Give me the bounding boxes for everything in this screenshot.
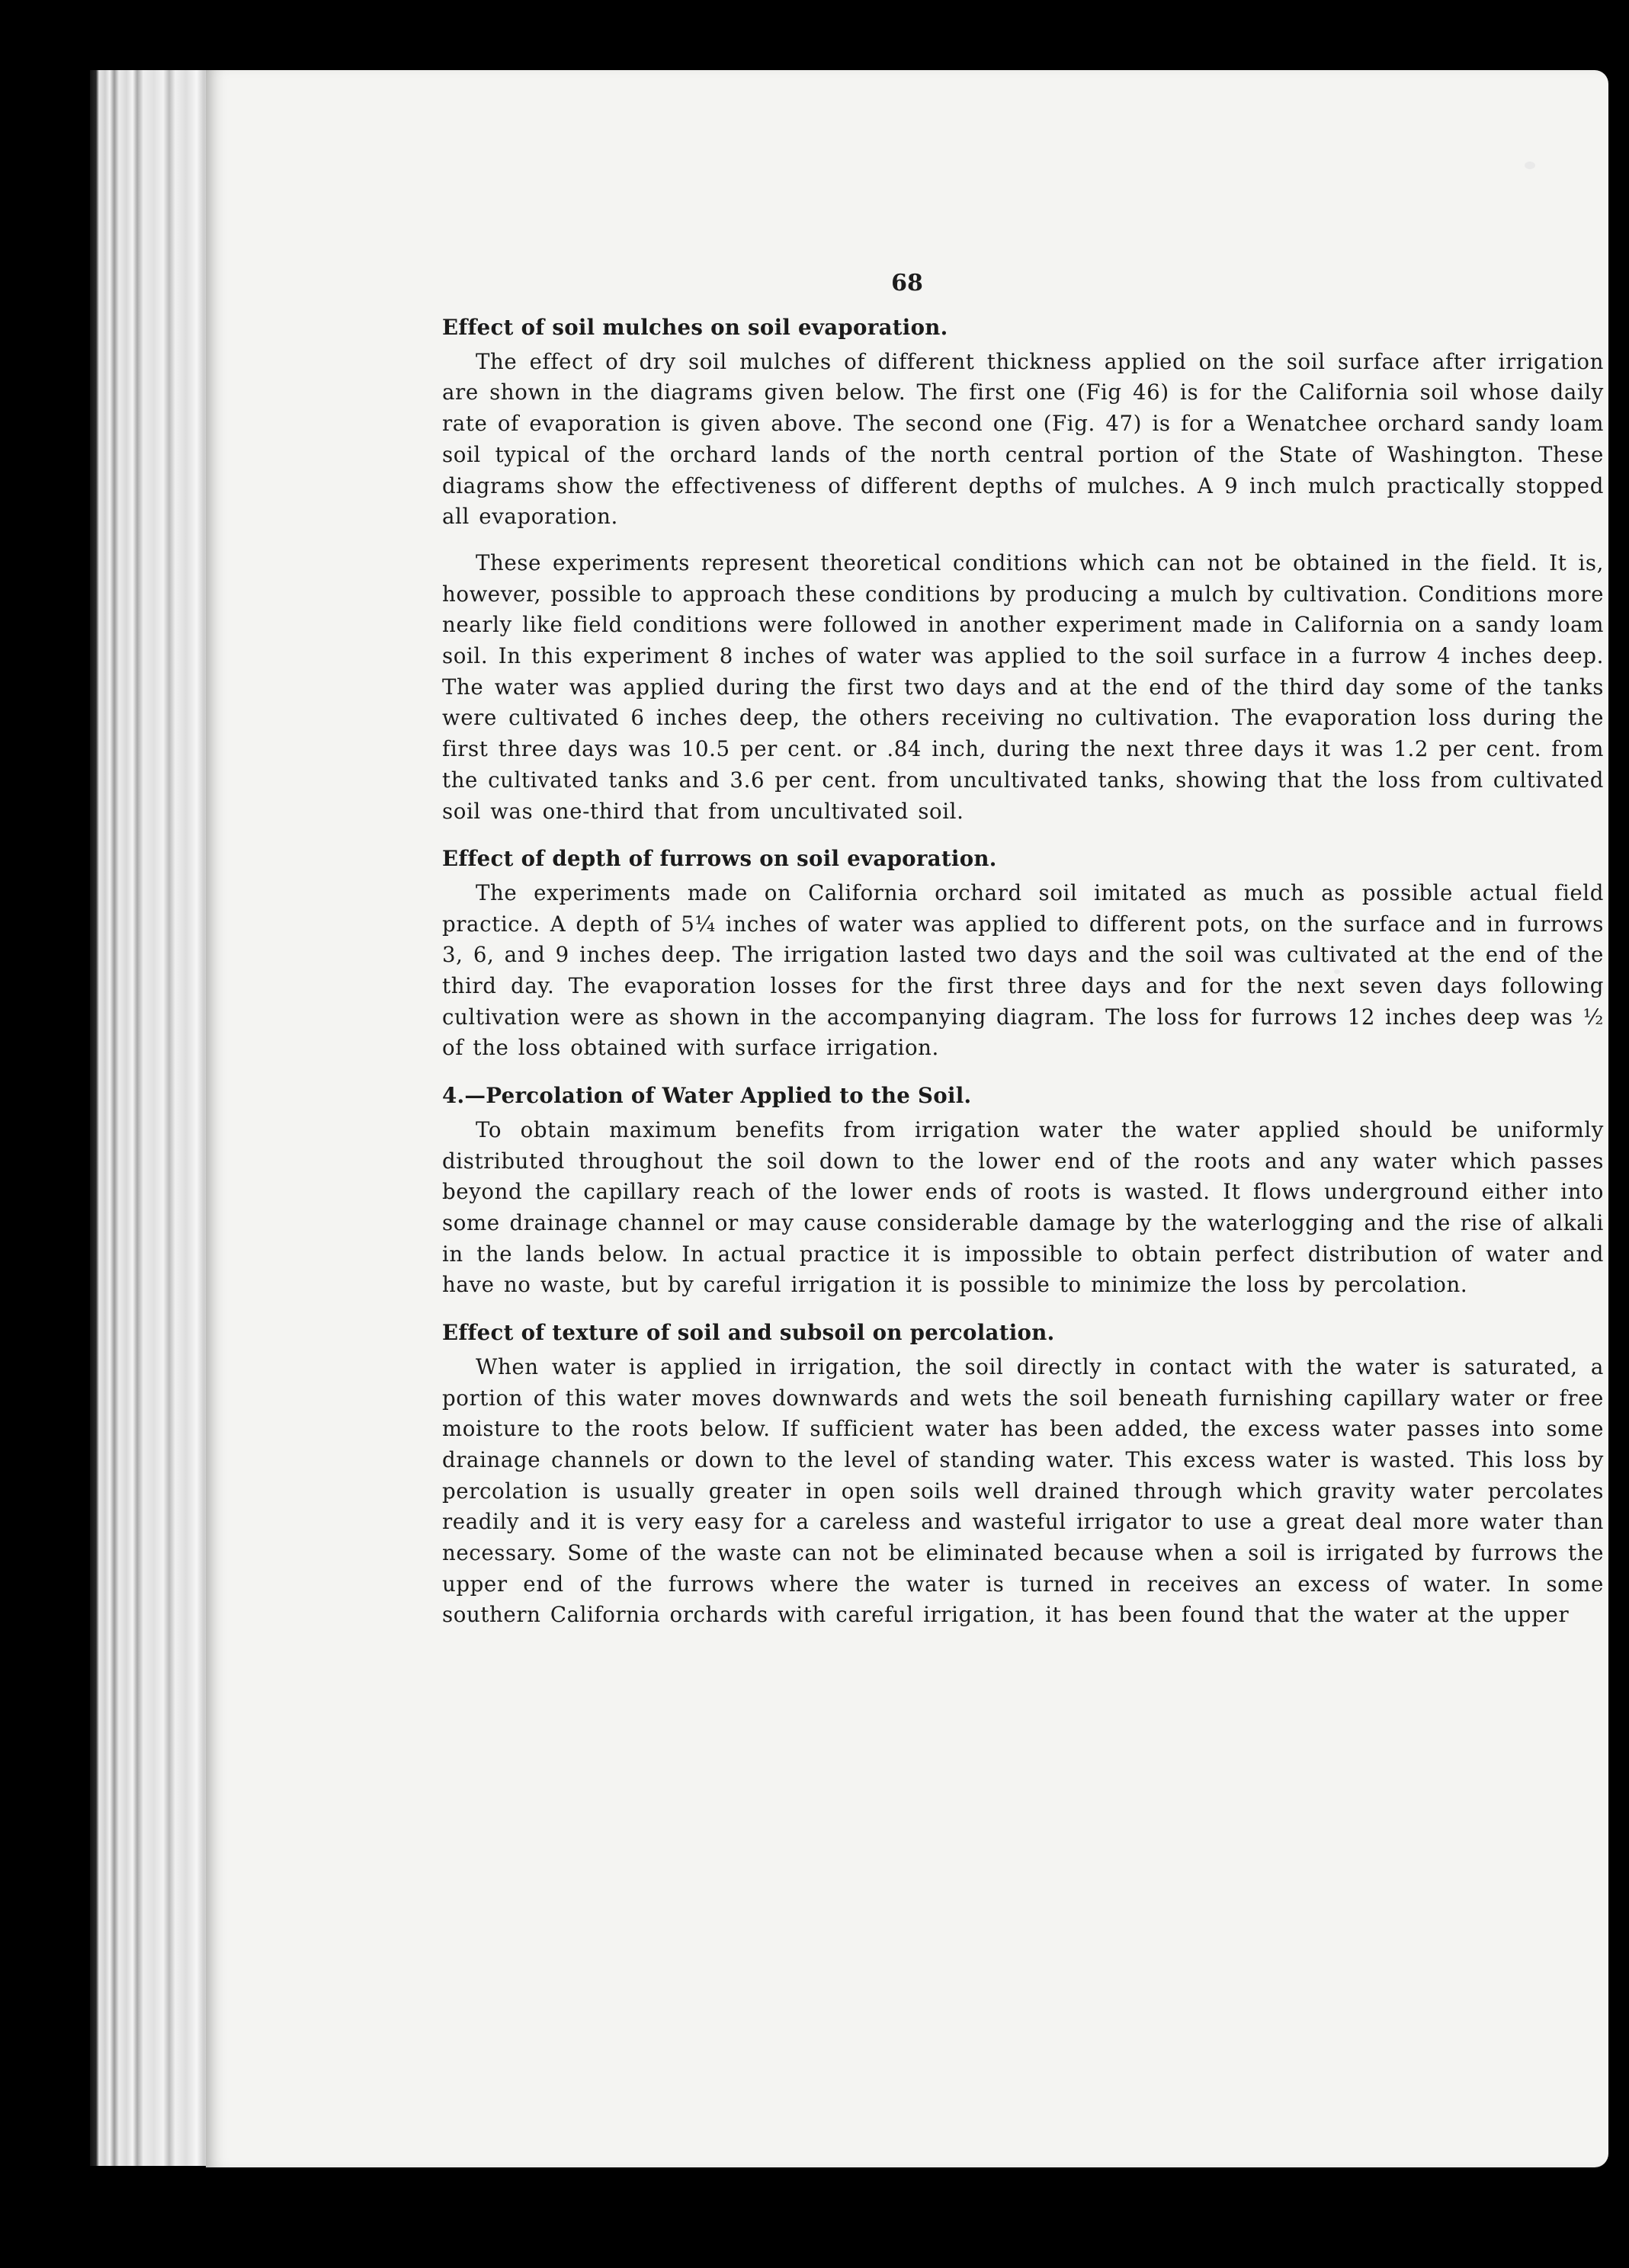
section-heading-furrow-depth: Effect of depth of furrows on soil evaporation.: [442, 846, 997, 872]
body-text: [442, 312, 1604, 1646]
paragraph: These experiments represent theoretical conditions which can not be obtained in the field. It is, however, possible to approach these conditions by producing a mulch by cultivation. Conditions more nearly like field conditions were followed in another experiment made in California on a sandy loam soil. In this experiment 8 inches of water was applied to the soil surface in a furrow 4 inches deep. The water was applied during the first two days and at the end of the third day some of the tanks were cultivated 6 inches deep, the others receiving no cultivation. The evaporation loss during the first three days was 10.5 per cent. or .84 inch, during the next three days it was 1.2 per cent. from the cultivated tanks and 3.6 per cent. from uncultivated tanks, showing that the loss from cultivated soil was one-third that from uncultivated soil.: [442, 549, 1604, 824]
paragraph: When water is applied in irrigation, the soil directly in contact with the water is saturated, a portion of this water moves downwards and wets the soil beneath furnishing capillary water or free moisture to the roots below. If sufficient water has been added, the excess water passes into some drainage channels or down to the level of standing water. This excess water is wasted. This loss by percolation is usually greater in open soils well drained through which gravity water percolates readily and it is very easy for a careless and wasteful irrigator to use a great deal more water than necessary. Some of the waste can not be eliminated because when a soil is irrigated by furrows the upper end of the furrows where the water is turned in receives an excess of water. In some southern California orchards with careful irrigation, it has been found that the water at the upper: [442, 1353, 1604, 1628]
paragraph: The effect of dry soil mulches of different thickness applied on the soil surface after irrigation are shown in the diagrams given below. The first one (Fig 46) is for the California soil whose daily rate of evaporation is given above. The second one (Fig. 47) is for a Wenatchee orchard sandy loam soil typical of the orchard lands of the north central portion of the State of Washington. These diagrams show the effectiveness of different depths of mulches. A 9 inch mulch practically stopped all evaporation.: [442, 348, 1604, 530]
section-heading-texture: Effect of texture of soil and subsoil on percolation.: [442, 1320, 1055, 1346]
paper-speck: [1525, 162, 1535, 169]
page-number: 68: [891, 270, 923, 296]
section-heading-mulches: Effect of soil mulches on soil evaporation.: [442, 315, 948, 340]
paragraph: To obtain maximum benefits from irrigation water the water applied should be uniformly distributed throughout the soil down to the lower end of the roots and any water which passes beyond the capillary reach of the lower ends of roots is wasted. It flows underground either into some drainage channel or may cause considerable damage by the waterlogging and the rise of alkali in the lands below. In actual practice it is impossible to obtain perfect distribution of water and have no waste, but by careful irrigation it is possible to minimize the loss by percolation.: [442, 1116, 1604, 1298]
section-heading-percolation: 4.—Percolation of Water Applied to the Soil.: [442, 1083, 972, 1109]
paragraph: The experiments made on California orchard soil imitated as much as possible actual field practice. A depth of 5¼ inches of water was applied to different pots, on the surface and in furrows 3, 6, and 9 inches deep. The irrigation lasted two days and the soil was cultivated at the end of the third day. The evaporation losses for the first three days and for the next seven days following cultivation were as shown in the accompanying diagram. The loss for furrows 12 inches deep was ½ of the loss obtained with surface irrigation.: [442, 879, 1604, 1061]
book-page-edges: [90, 70, 210, 2166]
document-page: [206, 70, 1608, 2167]
